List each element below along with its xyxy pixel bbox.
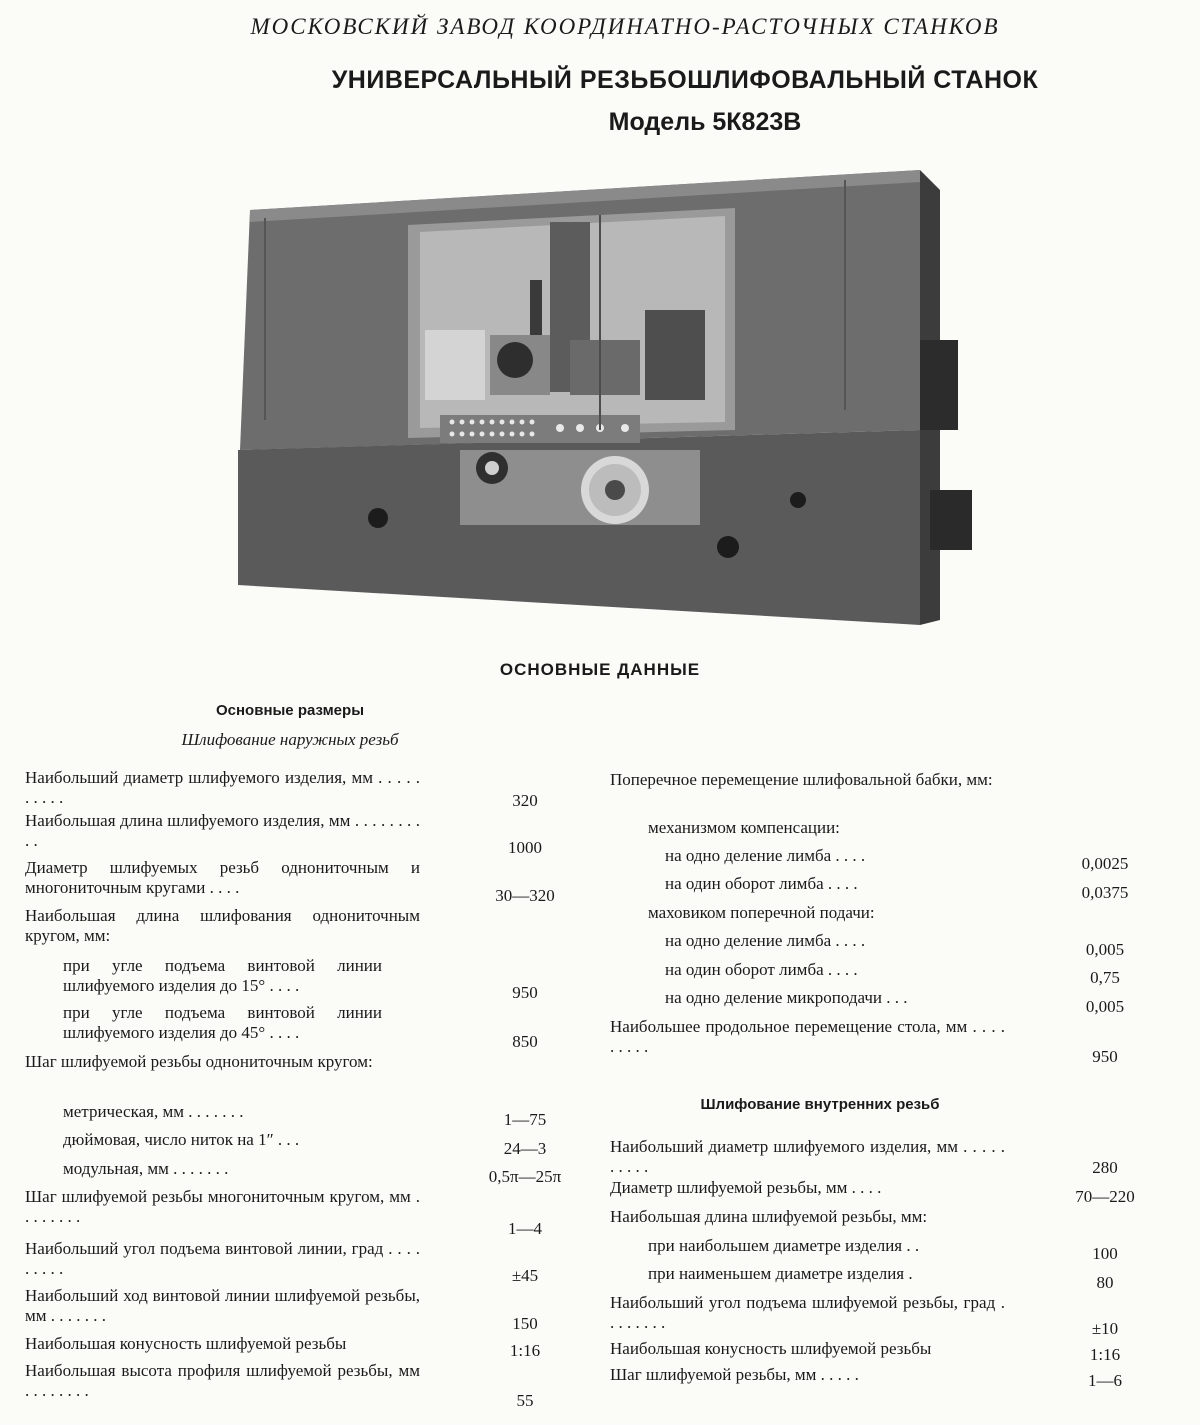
spec-value: 0,005 xyxy=(1085,940,1125,959)
spec-label: Наибольший угол подъема шлифуемой резьбы, град . . . . . . . . xyxy=(610,1293,1005,1332)
spec-row xyxy=(610,846,1190,874)
spec-value: ±10 xyxy=(1091,1319,1119,1338)
spec-label: Наибольшая длина шлифуемой резьбы, мм: xyxy=(610,1207,928,1226)
spec-label: метрическая, мм . . . . . . . xyxy=(63,1102,244,1121)
spec-row xyxy=(610,1236,1190,1264)
spec-label: при угле подъема винтовой линии шлифуемого изделия до 45° . . . . xyxy=(63,1003,382,1042)
spec-label: Наибольший диаметр шлифуемого изделия, мм . . . . . . . . . . xyxy=(610,1137,1005,1176)
spec-value: 150 xyxy=(512,1314,538,1333)
spec-label: Наибольший диаметр шлифуемого изделия, мм . . . . . . . . . . xyxy=(25,768,420,807)
spec-label: Шаг шлифуемой резьбы однониточным кругом: xyxy=(25,1052,373,1071)
spec-row xyxy=(25,1130,585,1159)
spec-value: 0,5π—25π xyxy=(488,1167,562,1186)
main-heading: ОСНОВНЫЕ ДАННЫЕ xyxy=(499,660,701,679)
spec-row xyxy=(610,988,1190,1017)
spec-value: 1—4 xyxy=(508,1219,542,1238)
spec-value: 320 xyxy=(512,791,538,810)
spec-label: Наибольший ход винтовой линии шлифуемой резьбы, мм . . . . . . . xyxy=(25,1286,420,1325)
spec-label: дюймовая, число ниток на 1″ . . . xyxy=(63,1130,300,1149)
spec-label: на одно деление лимба . . . . xyxy=(665,846,866,865)
sub-heading: Основные размеры xyxy=(215,702,364,719)
spec-value: 0,005 xyxy=(1085,997,1125,1016)
spec-value: 1—75 xyxy=(503,1110,547,1129)
spec-row xyxy=(25,811,585,858)
right-specs xyxy=(610,770,1190,1391)
spec-label: Диаметр шлифуемых резьб однониточным и многониточным кругами . . . . xyxy=(25,858,420,897)
spec-row xyxy=(610,818,1190,846)
spec-label: механизмом компенсации: xyxy=(648,818,840,837)
spec-row xyxy=(25,1334,585,1361)
spec-label: модульная, мм . . . . . . . xyxy=(63,1159,229,1178)
spec-label: Шаг шлифуемой резьбы многониточным кругом, мм . . . . . . . . xyxy=(25,1187,420,1226)
spec-value: 1:16 xyxy=(509,1341,541,1360)
spec-label: Диаметр шлифуемой резьбы, мм . . . . xyxy=(610,1178,882,1197)
spec-label: Наибольшая конусность шлифуемой резьбы xyxy=(610,1339,932,1358)
spec-label: при наименьшем диаметре изделия . xyxy=(648,1264,913,1283)
spec-row xyxy=(610,1137,1190,1178)
sub-heading-italic: Шлифование наружных резьб xyxy=(181,730,399,749)
spec-label: при наибольшем диаметре изделия . . xyxy=(648,1236,920,1255)
spec-row xyxy=(610,1293,1190,1339)
spec-value: 100 xyxy=(1092,1244,1118,1263)
spec-row xyxy=(25,1102,585,1130)
spec-value: 1—6 xyxy=(1088,1371,1122,1390)
spec-row xyxy=(25,1286,585,1334)
machine-photo xyxy=(230,160,980,635)
spec-row xyxy=(25,858,585,906)
spec-value: 1000 xyxy=(508,838,542,857)
section-heading-internal: Шлифование внутренних резьб xyxy=(700,1096,940,1113)
spec-label: на один оборот лимба . . . . xyxy=(665,960,858,979)
spec-value: 24—3 xyxy=(503,1139,547,1158)
spec-label: Наибольшая длина шлифования однониточным кругом, мм: xyxy=(25,906,420,945)
spec-label: Наибольшая высота профиля шлифуемой резьбы, мм . . . . . . . . xyxy=(25,1361,420,1400)
spec-row xyxy=(25,956,585,1003)
spec-row xyxy=(610,960,1190,988)
spec-value: ±45 xyxy=(511,1266,539,1285)
model-name: Модель 5К823В xyxy=(608,108,802,136)
spec-row xyxy=(610,1017,1190,1067)
spec-value: 80 xyxy=(1096,1273,1114,1292)
spec-row xyxy=(25,1003,585,1052)
spec-value: 280 xyxy=(1092,1158,1118,1177)
spec-value: 1:16 xyxy=(1089,1345,1121,1364)
spec-row xyxy=(610,903,1190,931)
spec-value: 850 xyxy=(512,1032,538,1051)
spec-value: 950 xyxy=(512,983,538,1002)
spec-row xyxy=(25,1052,585,1102)
spec-label: на один оборот лимба . . . . xyxy=(665,874,858,893)
spec-row xyxy=(610,1264,1190,1293)
spec-row xyxy=(610,1178,1190,1207)
spec-row xyxy=(610,1339,1190,1365)
factory-name: МОСКОВСКИЙ ЗАВОД КООРДИНАТНО-РАСТОЧНЫХ СТАНКОВ xyxy=(250,14,1000,39)
spec-label: Наибольшая длина шлифуемого изделия, мм . . . . . . . . . . xyxy=(25,811,420,850)
spec-value: 950 xyxy=(1092,1047,1118,1066)
spec-value: 0,0025 xyxy=(1081,854,1129,873)
spec-value: 30—320 xyxy=(495,886,555,905)
spec-row xyxy=(610,874,1190,903)
spec-label: при угле подъема винтовой линии шлифуемого изделия до 15° . . . . xyxy=(63,956,382,995)
spec-value: 70—220 xyxy=(1075,1187,1135,1206)
spec-label: Наибольшая конусность шлифуемой резьбы xyxy=(25,1334,347,1353)
spec-row xyxy=(25,768,585,811)
spec-label: маховиком поперечной подачи: xyxy=(648,903,875,922)
spec-row xyxy=(610,931,1190,960)
spec-label: Шаг шлифуемой резьбы, мм . . . . . xyxy=(610,1365,859,1384)
spec-row xyxy=(25,1159,585,1187)
spec-row xyxy=(610,1365,1190,1391)
spec-row xyxy=(610,1207,1190,1236)
spec-label: Наибольший угол подъема винтовой линии, град . . . . . . . . . xyxy=(25,1239,420,1278)
spec-value: 0,0375 xyxy=(1081,883,1129,902)
left-specs xyxy=(25,768,585,1411)
spec-row xyxy=(25,906,585,956)
spec-label: на одно деление лимба . . . . xyxy=(665,931,866,950)
spec-value: 0,75 xyxy=(1090,968,1120,987)
spec-row xyxy=(25,1239,585,1286)
spec-row xyxy=(610,770,1190,818)
spec-row xyxy=(25,1187,585,1239)
spec-label: на одно деление микроподачи . . . xyxy=(665,988,908,1007)
page-title: УНИВЕРСАЛЬНЫЙ РЕЗЬБОШЛИФОВАЛЬНЫЙ СТАНОК xyxy=(331,66,1039,94)
spec-label: Наибольшее продольное перемещение стола, мм . . . . . . . . . xyxy=(610,1017,1005,1056)
spec-label: Поперечное перемещение шлифовальной бабки, мм: xyxy=(610,770,993,789)
spec-row xyxy=(25,1361,585,1411)
spec-value: 55 xyxy=(516,1391,534,1410)
